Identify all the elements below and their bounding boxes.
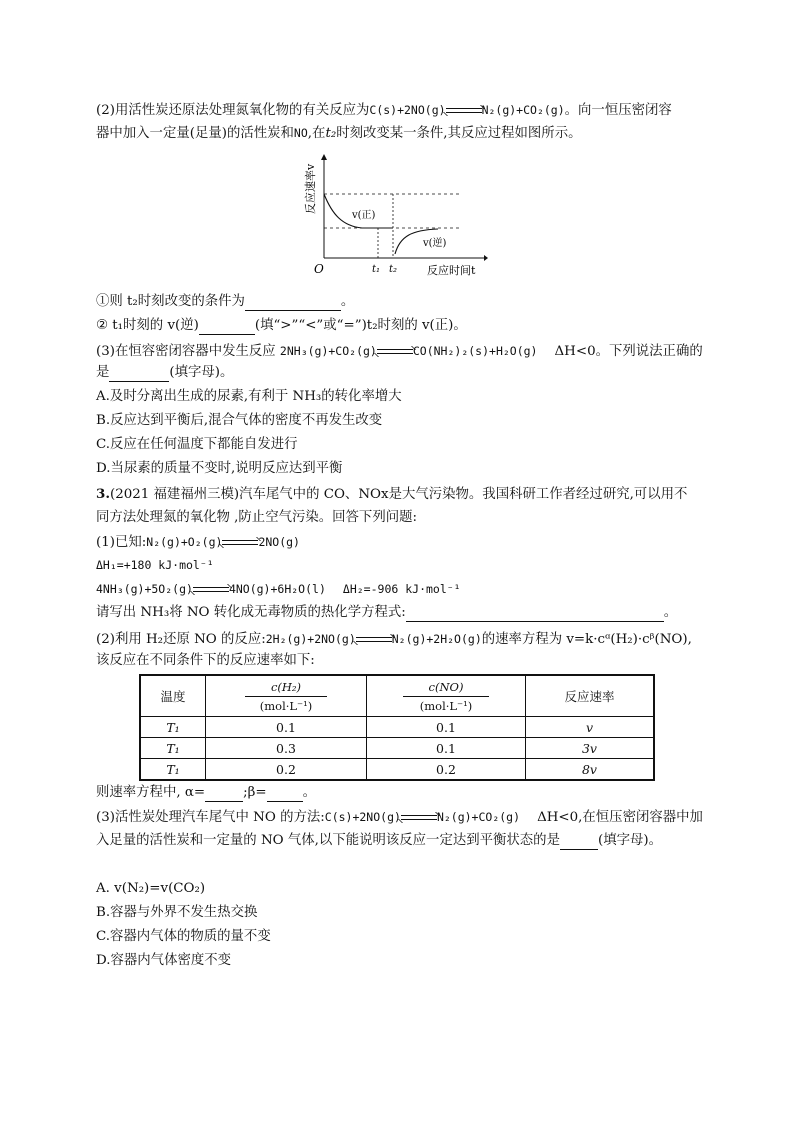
unit-label: (mol·L⁻¹) [419, 698, 473, 713]
q3-dh: ΔH<0。下列说法正确的 [554, 344, 703, 359]
equilibrium-arrow-icon [446, 106, 482, 116]
p1-reaction2 [96, 580, 461, 599]
y-axis-label: 反应速率v [304, 163, 317, 214]
answer-blank[interactable] [245, 296, 341, 311]
reaction-right: N₂(g)+CO₂(g) [481, 103, 565, 117]
p1-dh2: ΔH₂=-906 kJ·mol⁻¹ [342, 582, 461, 596]
q3-option-b: B.反应达到平衡后,混合气体的密度不再发生改变 [96, 413, 383, 428]
header-c-no [367, 675, 526, 717]
table-row [140, 738, 654, 759]
p3-option-b: B.容器与外界不发生热交换 [96, 905, 258, 920]
p3-pre: (3)活性炭处理汽车尾气中 NO 的方法: [96, 810, 325, 825]
p2-post: 的速率方程为 v=k·cᵅ(H₂)·cᵝ(NO), [481, 632, 692, 647]
q2-intro-text: (2)用活性炭还原法处理氮氧化物的有关反应为 [96, 103, 370, 118]
p3-line2-post: (填字母)。 [597, 833, 662, 848]
q3-line2-post: (填字母)。 [169, 365, 234, 380]
reaction-right: CO(NH₂)₂(s)+H₂O(g) [412, 344, 538, 358]
answer-blank[interactable] [406, 607, 664, 622]
p3-option-d: D.容器内气体密度不变 [96, 953, 232, 968]
problem-number: 3. [96, 486, 110, 502]
p3-line1 [96, 808, 703, 827]
p3-option-a: A. v(N₂)=v(CO₂) [96, 881, 206, 896]
answer-blank[interactable] [560, 835, 598, 850]
no-formula: NO [293, 126, 308, 140]
cell-c-no: 0.1 [367, 717, 526, 738]
q2-sub2-post: (填“>”“<”或“=”)t₂时刻的 v(正)。 [254, 318, 467, 333]
q3-line2 [96, 364, 233, 382]
equilibrium-arrow-icon [356, 635, 392, 645]
answer-blank[interactable] [109, 367, 169, 382]
forward-curve-label: v(正) [352, 210, 376, 221]
q3-pre: (3)在恒容密闭容器中发生反应 [96, 344, 276, 359]
answer-blank[interactable] [199, 320, 255, 335]
p1-label: (1)已知: [96, 535, 147, 550]
cell-rate: v [526, 717, 655, 738]
rate-table [139, 674, 655, 781]
reaction-left: 2H₂(g)+2NO(g) [265, 632, 356, 646]
equilibrium-arrow-icon [377, 347, 413, 357]
table-header-row [140, 675, 654, 717]
cell-c-no: 0.1 [367, 738, 526, 759]
p3-line2 [96, 832, 662, 850]
rate-time-graph [304, 152, 488, 280]
p1-ask: 请写出 NH₃将 NO 转化成无毒物质的热化学方程式: 。 [96, 605, 678, 620]
q2-sub1: ①则 t₂时刻改变的条件为 。 [96, 294, 355, 309]
reaction-right: N₂(g)+CO₂(g) [436, 810, 521, 824]
problem3-line1 [96, 485, 687, 504]
problem3-line2: 同方法处理氮的氧化物 ,防止空气污染。回答下列问题: [96, 510, 418, 525]
q3-option-d: D.当尿素的质量不变时,说明反应达到平衡 [96, 461, 343, 476]
q2-sub1-text: ①则 t₂时刻改变的条件为 [96, 294, 245, 309]
q3-option-c: C.反应在任何温度下都能自发进行 [96, 437, 298, 452]
equilibrium-arrow-icon [222, 538, 258, 548]
unit-label: (mol·L⁻¹) [259, 698, 313, 713]
header-temperature: 温度 [140, 675, 206, 717]
reaction-right: 4NO(g)+6H₂O(l) [228, 582, 326, 596]
beta-label: ;β= [243, 785, 267, 800]
origin-label: O [314, 262, 324, 276]
reaction-left: 4NH₃(g)+5O₂(g) [96, 582, 193, 596]
p3-line2-pre: 入足量的活性炭和一定量的 NO 气体,以下能说明该反应一定达到平衡状态的是 [96, 833, 560, 848]
answer-blank[interactable] [267, 787, 303, 802]
q2-sub2 [96, 317, 467, 335]
q2-intro-tail: 。向一恒压密闭容 [564, 103, 672, 118]
p1-reaction1 [96, 533, 300, 552]
c-h2-label: c(H₂) [245, 680, 327, 697]
alpha-label: 则速率方程中, α= [96, 785, 206, 800]
q2-sub2-pre: ② t₁时刻的 v(逆) [96, 318, 199, 333]
reaction-left: C(s)+2NO(g) [324, 810, 401, 824]
q2-intro-line2 [96, 124, 581, 143]
cell-temp: T₁ [140, 738, 206, 759]
t2-symbol: t₂ [325, 126, 337, 141]
reverse-curve-label: v(逆) [423, 238, 447, 249]
cell-c-h2: 0.3 [206, 738, 367, 759]
p2-pre: (2)利用 H₂还原 NO 的反应: [96, 632, 266, 647]
equilibrium-arrow-icon [193, 585, 229, 595]
cell-temp: T₁ [140, 717, 206, 738]
q2-intro-line2-post: 时刻改变某一条件,其反应过程如图所示。 [336, 126, 582, 141]
cell-c-h2: 0.2 [206, 759, 367, 781]
p3-post: ΔH<0,在恒压密闭容器中加 [537, 810, 703, 825]
q3-line1 [96, 342, 703, 361]
t1-label: t₁ [372, 264, 381, 275]
c-no-label: c(NO) [403, 680, 490, 697]
table-row [140, 759, 654, 781]
p3-option-c: C.容器内气体的物质的量不变 [96, 929, 271, 944]
q2-intro-line2-mid: ,在 [307, 126, 326, 141]
x-axis-label: 反应时间t [427, 264, 476, 277]
header-c-h2 [206, 675, 367, 717]
cell-c-no: 0.2 [367, 759, 526, 781]
x-axis-arrow-icon [484, 255, 488, 261]
cell-temp: T₁ [140, 759, 206, 781]
reaction-right: 2NO(g) [258, 535, 300, 549]
reaction-left: N₂(g)+O₂(g) [146, 535, 223, 549]
answer-blank[interactable] [205, 787, 243, 802]
table-row [140, 717, 654, 738]
equilibrium-arrow-icon [401, 813, 437, 823]
p1-ask-text: 请写出 NH₃将 NO 转化成无毒物质的热化学方程式: [96, 605, 406, 620]
q3-line2-pre: 是 [96, 365, 110, 380]
p2-line2: 该反应在不同条件下的反应速率如下: [96, 653, 315, 668]
q3-option-a: A.及时分离出生成的尿素,有利于 NH₃的转化率增大 [96, 389, 402, 404]
cell-rate: 8v [526, 759, 655, 781]
reaction-left: 2NH₃(g)+CO₂(g) [279, 344, 377, 358]
reaction-right: N₂(g)+2H₂O(g) [391, 632, 482, 646]
p2-line1 [96, 630, 692, 649]
problem3-line1-text: (2021 福建福州三模)汽车尾气中的 CO、NOx是大气污染物。我国科研工作者经过研究,可以用不 [109, 487, 688, 502]
reaction-left: C(s)+2NO(g) [369, 103, 446, 117]
p1-dh1: ΔH₁=+180 kJ·mol⁻¹ [96, 558, 214, 572]
y-axis-arrow-icon [321, 154, 327, 160]
q2-intro-line2-pre: 器中加入一定量(足量)的活性炭和 [96, 126, 294, 141]
cell-c-h2: 0.1 [206, 717, 367, 738]
t2-label: t₂ [389, 264, 398, 275]
cell-rate: 3v [526, 738, 655, 759]
header-rate: 反应速率 [526, 675, 655, 717]
q2-intro-line1 [96, 101, 672, 120]
p2-answer: 则速率方程中, α= ;β= 。 [96, 785, 316, 800]
